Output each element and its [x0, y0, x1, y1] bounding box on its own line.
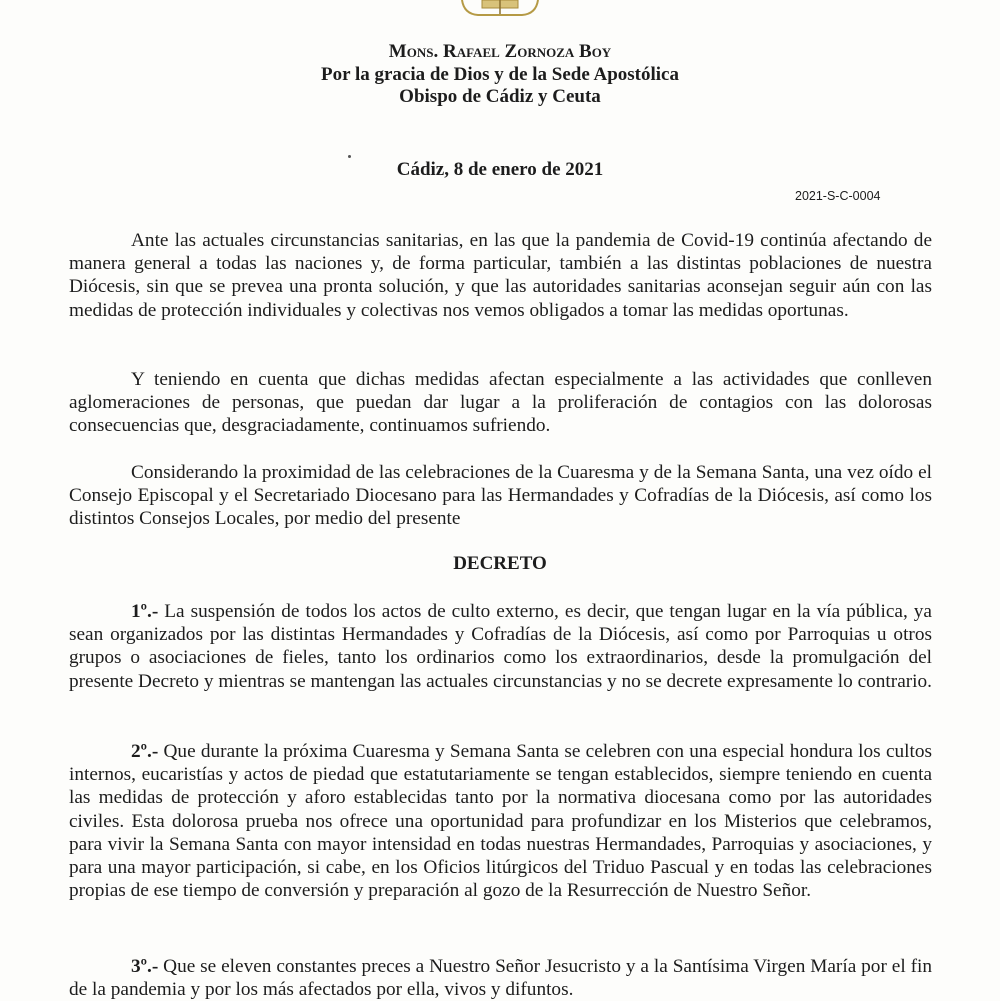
- letterhead: [0, 41, 1000, 109]
- article-text: Que se eleven constantes preces a Nuestro Señor Jesucristo y a la Santísima Virgen María por el fin de la pandemia y por los más afectados por ella, vivos y difuntos.: [69, 956, 932, 1001]
- article-3: [69, 955, 932, 1001]
- bishop-see-line: Obispo de Cádiz y Ceuta: [399, 86, 601, 107]
- reference-number: 2021-S-C-0004: [795, 189, 881, 203]
- article-number: 2º.-: [131, 741, 159, 762]
- article-1: [69, 600, 932, 693]
- intro-paragraph-1: Ante las actuales circunstancias sanitarias, en las que la pandemia de Covid-19 continúa afectando de manera general a todas las naciones y, de forma particular, también a las distintas poblaciones de nuestra Diócesis, sin que se prevea una pronta solución, y que las autoridades sanitarias aconsejan seguir aún con las medidas de protección individuales y colectivas nos vemos obligados a tomar las medidas oportunas.: [69, 230, 932, 321]
- episcopal-crest: [458, 0, 542, 18]
- bishop-name: Mons. Rafael Zornoza Boy: [388, 41, 612, 62]
- article-number: 1º.-: [131, 601, 159, 622]
- bishop-title-line: Por la gracia de Dios y de la Sede Apostólica: [321, 63, 679, 85]
- article-text: Que durante la próxima Cuaresma y Semana Santa se celebren con una especial hondura los cultos internos, eucaristías y actos de piedad que estatutariamente se tengan establecidos, siempre teniendo en cuenta las medidas de protección y aforo establecidas tanto por la normativa diocesana como por las autoridades civiles. Esta dolorosa prueba nos ofrece una oportunidad para profundizar en los Misterios que celebramos, para vivir la Semana Santa con mayor intensidad en todas nuestras Hermandades, Parroquias y asociaciones, y para una mayor participación, si cabe, en los Oficios litúrgicos del Triduo Pascual y en todas las celebraciones propias de ese tiempo de conversión y preparación al gozo de la Resurrección de Nuestro Señor.: [69, 741, 932, 902]
- scan-speck: [348, 155, 351, 158]
- intro-paragraph-3: Considerando la proximidad de las celebraciones de la Cuaresma y de la Semana Santa, una vez oído el Consejo Episcopal y el Secretariado Diocesano para las Hermandades y Cofradías de la Diócesis, así como los distintos Consejos Locales, por medio del presente: [69, 462, 932, 530]
- article-text: La suspensión de todos los actos de culto externo, es decir, que tengan lugar en la vía pública, ya sean organizados por las distintas Hermandades y Cofradías de la Diócesis, así como por Parroquias u otros grupos o asociaciones de fieles, tanto los ordinarios como los extraordinarios, desde la promulgación del presente Decreto y mientras se mantengan las actuales circunstancias y no se decrete expresamente lo contrario.: [69, 601, 932, 692]
- intro-paragraph-2: Y teniendo en cuenta que dichas medidas afectan especialmente a las actividades que conlleven aglomeraciones de personas, que puedan dar lugar a la proliferación de contagios con las dolorosas consecuencias que, desgraciadamente, continuamos sufriendo.: [69, 369, 932, 437]
- document-date: Cádiz, 8 de enero de 2021: [396, 159, 604, 180]
- article-number: 3º.-: [131, 956, 159, 977]
- article-2: [69, 740, 932, 902]
- decree-heading: DECRETO: [453, 553, 547, 574]
